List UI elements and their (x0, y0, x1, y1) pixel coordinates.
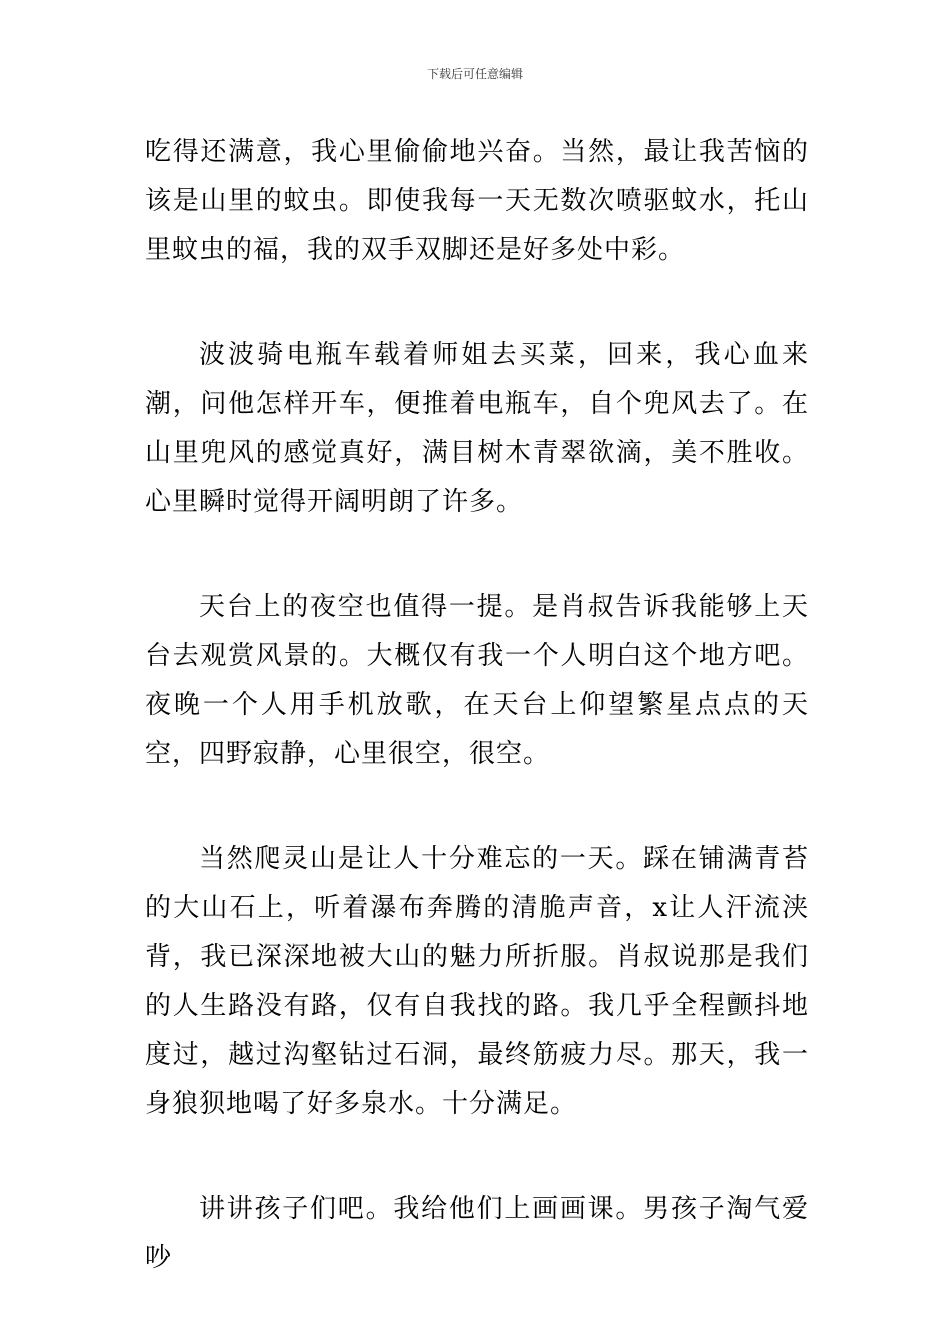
paragraph: 讲讲孩子们吧。我给他们上画画课。男孩子淘气爱吵 (145, 1194, 809, 1273)
paragraph: 波波骑电瓶车载着师姐去买菜，回来，我心血来潮，问他怎样开车，便推着电瓶车，自个兜风去了。在山里兜风的感觉真好，满目树木青翠欲滴，美不胜收。心里瞬时觉得开阔明朗了许多。 (145, 340, 809, 517)
paragraph: 吃得还满意，我心里偷偷地兴奋。当然，最让我苦恼的该是山里的蚊虫。即使我每一天无数次喷驱蚊水，托山里蚊虫的福，我的双手双脚还是好多处中彩。 (145, 137, 809, 265)
page-header: 下载后可任意编辑 (426, 67, 523, 81)
document-body (145, 128, 809, 1283)
paragraph: 天台上的夜空也值得一提。是肖叔告诉我能够上天台去观赏风景的。大概仅有我一个人明白这个地方吧。夜晚一个人用手机放歌，在天台上仰望繁星点点的天空，四野寂静，心里很空，很空。 (145, 592, 809, 769)
paragraph: 当然爬灵山是让人十分难忘的一天。踩在铺满青苔的大山石上，听着瀑布奔腾的清脆声音，x让人汗流浃背，我已深深地被大山的魅力所折服。肖叔说那是我们的人生路没有路，仅有自我找的路。我几乎全程颤抖地度过，越过沟壑钻过石洞，最终筋疲力尽。那天，我一身狼狈地喝了好多泉水。十分满足。 (145, 844, 809, 1119)
